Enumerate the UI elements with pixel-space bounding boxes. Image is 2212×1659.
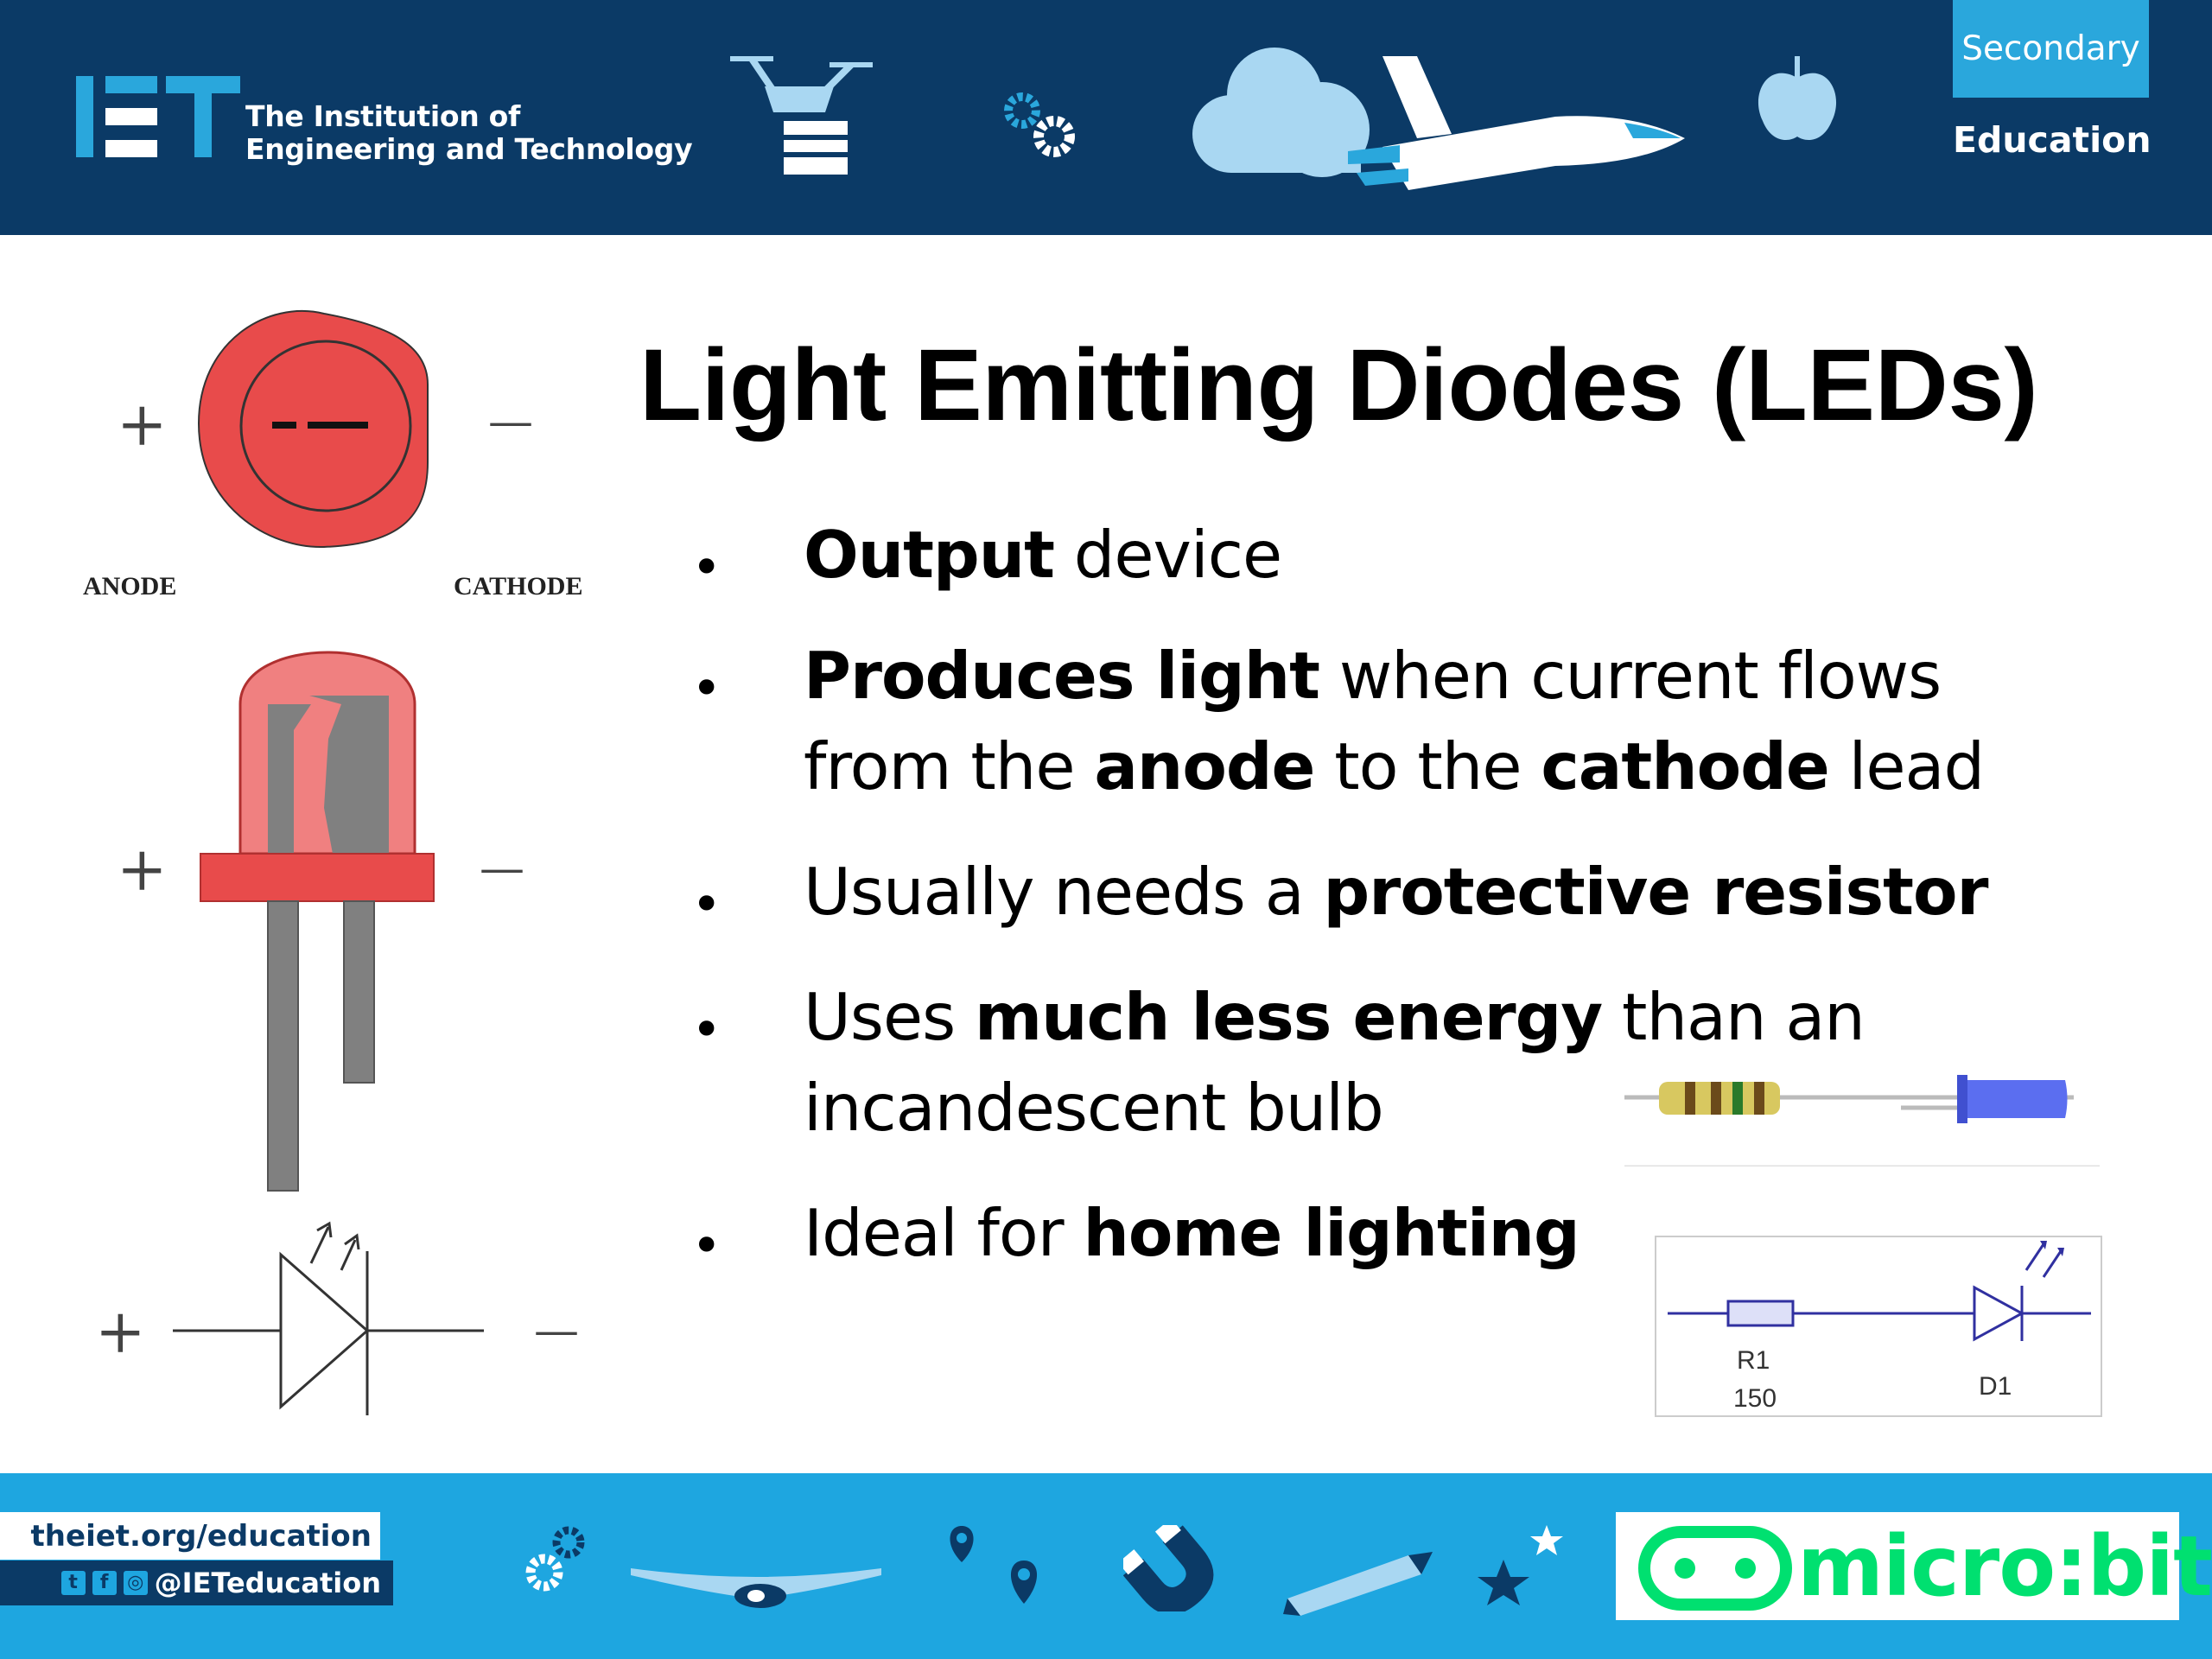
text-run: Uses [804, 979, 976, 1055]
stars-icon [1473, 1521, 1568, 1607]
text-run: incandescent bulb [804, 1070, 1383, 1146]
minus-sign: — [480, 842, 524, 894]
led-circuit-symbol [168, 1210, 497, 1426]
org-name-line1: The Institution of [245, 99, 521, 133]
minus-sign: — [488, 396, 533, 448]
bullet-item [804, 1188, 1580, 1279]
microbit-face-icon [1637, 1525, 1793, 1611]
org-name-line2: Engineering and Technology [245, 132, 693, 166]
gears-icon [518, 1521, 596, 1599]
slide-title: Light Emitting Diodes (LEDs) [639, 328, 2038, 442]
bullet-marker: • [691, 658, 722, 719]
bullet-item [804, 847, 1988, 938]
pencil-icon [1279, 1538, 1434, 1616]
minus-sign: — [534, 1305, 579, 1357]
text-run: when current flows [1319, 638, 1942, 714]
bullet-line [804, 972, 1865, 1063]
plus-sign: + [117, 834, 168, 905]
secondary-badge: Secondary [1953, 0, 2149, 98]
bullet-marker: • [691, 537, 722, 598]
social-handle: @IETeducation [154, 1567, 381, 1599]
cathode-label: CATHODE [454, 572, 583, 601]
space-shuttle-icon [1348, 52, 1694, 199]
footer-url-link[interactable]: theiet.org/education [0, 1512, 380, 1560]
iet-logo-icon [76, 76, 240, 157]
bold-text: protective resistor [1323, 854, 1988, 930]
resistor-ref-label: R1 [1737, 1346, 1770, 1375]
gears-icon [998, 86, 1084, 164]
led-side-view-diagram [190, 635, 449, 1197]
education-label: Education [1953, 119, 2152, 161]
text-run: from the [804, 728, 1095, 804]
twitter-icon[interactable]: t [61, 1571, 86, 1595]
resistor-value-label: 150 [1733, 1384, 1777, 1413]
bullet-line [804, 847, 1988, 938]
facebook-icon[interactable]: f [92, 1571, 117, 1595]
magnet-icon [1123, 1525, 1218, 1611]
text-run: lead [1828, 728, 1985, 804]
text-run: to the [1314, 728, 1541, 804]
instagram-icon[interactable]: ◎ [124, 1571, 148, 1595]
bullet-item [804, 510, 1281, 601]
bold-text: Produces light [804, 638, 1319, 714]
anode-label: ANODE [83, 572, 177, 601]
bullet-item [804, 631, 1984, 812]
plus-sign: + [117, 389, 168, 460]
map-pin-icon [938, 1521, 1058, 1616]
apple-icon [1750, 52, 1845, 147]
text-run: Ideal for [804, 1195, 1084, 1271]
bullet-marker: • [691, 874, 722, 935]
bullet-line [804, 721, 1984, 812]
footer-social [0, 1560, 393, 1605]
bold-text: much less energy [975, 979, 1603, 1055]
text-run: Usually needs a [804, 854, 1324, 930]
resistor-led-illustration [1624, 1063, 2108, 1166]
plus-sign: + [95, 1296, 146, 1367]
bold-text: cathode [1541, 728, 1829, 804]
text-run: device [1053, 517, 1282, 593]
bullet-marker: • [691, 1000, 722, 1060]
bullet-line [804, 510, 1281, 601]
bullet-line [804, 1188, 1580, 1279]
bullet-line [804, 631, 1984, 721]
resistor-led-schematic [1655, 1236, 2104, 1417]
glider-icon [626, 1534, 886, 1620]
bold-text: Output [804, 517, 1054, 593]
diode-ref-label: D1 [1979, 1372, 2012, 1401]
org-name [245, 100, 692, 166]
drone-icon [721, 43, 877, 190]
text-run: than an [1602, 979, 1865, 1055]
bold-text: home lighting [1083, 1195, 1580, 1271]
bold-text: anode [1094, 728, 1315, 804]
microbit-brand: micro:bit [1797, 1517, 2212, 1615]
bullet-marker: • [691, 1216, 722, 1276]
